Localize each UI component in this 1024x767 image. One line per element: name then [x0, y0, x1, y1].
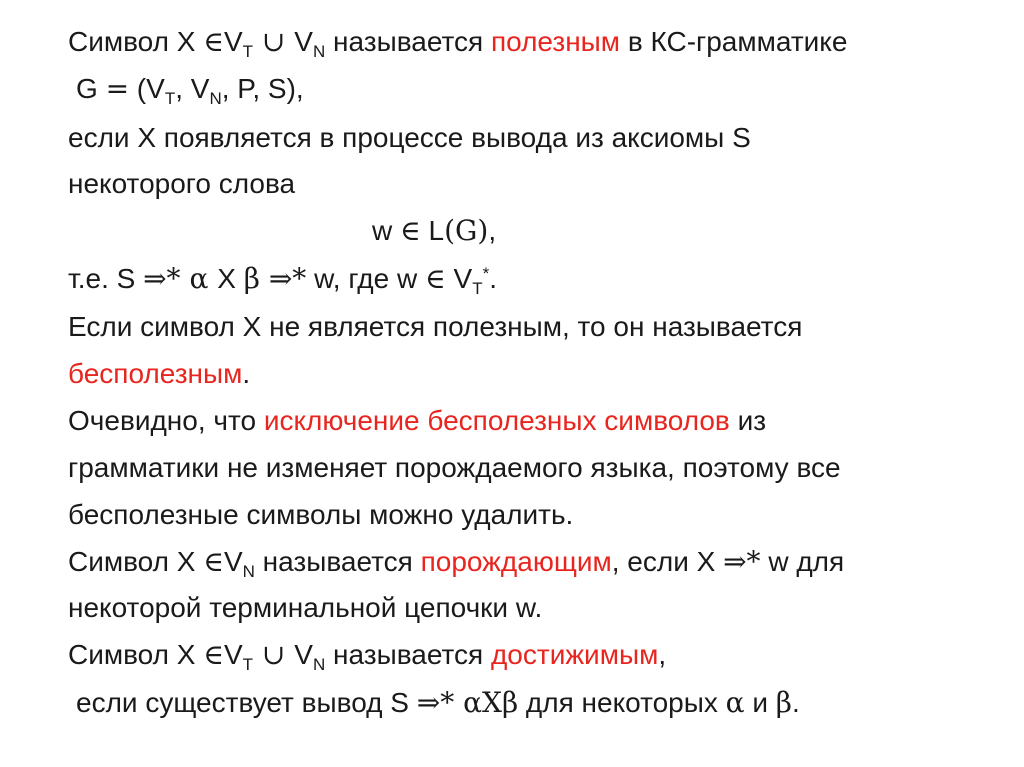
element-of-symbol: ∈: [203, 638, 224, 671]
highlight-term: исключение бесполезных символов: [263, 405, 730, 436]
text-line-7: [68, 310, 802, 344]
text-line-8: [68, 357, 250, 391]
highlight-term: полезным: [490, 26, 621, 57]
text-run: грамматики не изменяет порождаемого языка, поэтому все: [68, 452, 841, 483]
subscript: N: [312, 655, 326, 674]
text-run: w для: [760, 546, 845, 577]
highlight-term: порождающим: [420, 546, 612, 577]
text-run: G: [76, 73, 106, 104]
subscript: T: [242, 42, 254, 61]
text-run: называется: [254, 546, 421, 577]
text-run: (G): [444, 214, 489, 247]
derivation-arrow-symbol: ⇒*: [723, 545, 761, 578]
text-run: Символ X: [68, 639, 204, 670]
text-line-10: [68, 451, 841, 485]
text-run: из: [729, 405, 767, 436]
beta-symbol: β: [243, 262, 269, 295]
text-run: называется: [325, 26, 491, 57]
element-of-symbol: ∈: [203, 25, 224, 58]
text-line-9: [68, 404, 766, 438]
text-line-5: [372, 214, 496, 248]
highlight-term: бесполезным: [68, 358, 243, 389]
text-run: (V: [129, 73, 165, 104]
text-run: V: [294, 639, 313, 670]
highlight-term: достижимым: [490, 639, 659, 670]
text-run: Очевидно, что: [68, 405, 264, 436]
text-run: называется: [325, 639, 491, 670]
text-run: w, где w: [306, 263, 425, 294]
equals-symbol: =: [105, 72, 130, 105]
text-line-1: [68, 25, 847, 59]
subscript: N: [312, 42, 326, 61]
subscript: T: [242, 655, 254, 674]
text-run: X: [217, 263, 244, 294]
text-line-4: [68, 167, 295, 201]
text-run: если X появляется в процессе вывода из аксиомы S: [68, 122, 751, 153]
text-run: w: [372, 215, 400, 246]
text-run: бесполезные символы можно удалить.: [68, 499, 574, 530]
text-run: , если X: [611, 546, 724, 577]
text-run: , P, S),: [221, 73, 304, 104]
text-run: некоторого слова: [68, 168, 296, 199]
text-run: V: [223, 26, 243, 57]
text-run: ,: [488, 215, 497, 246]
text-run: V: [223, 639, 243, 670]
text-line-15: [76, 686, 800, 720]
text-run: Символ X: [68, 26, 204, 57]
subscript: N: [242, 562, 255, 581]
derivation-arrow-symbol: ⇒*: [143, 262, 181, 295]
text-run: ,: [658, 639, 667, 670]
text-run: Если символ X не является полезным, то он называется: [68, 311, 803, 342]
subscript: N: [209, 89, 222, 108]
text-run: .: [242, 358, 251, 389]
text-run: Символ X: [68, 546, 204, 577]
subscript: T: [472, 279, 483, 298]
superscript: *: [482, 264, 490, 283]
text-line-2: [76, 72, 304, 106]
alpha-symbol: α: [725, 686, 745, 719]
text-run: L: [420, 215, 445, 246]
text-run: некоторой терминальной цепочки w.: [68, 592, 543, 623]
text-run: для некоторых: [518, 687, 726, 718]
text-line-6: [68, 262, 497, 296]
alpha-symbol: α: [180, 262, 218, 295]
text-run: т.е. S: [68, 263, 144, 294]
beta-symbol: β: [775, 686, 792, 719]
formula-run: αXβ: [454, 686, 519, 719]
text-line-12: [68, 545, 844, 579]
element-of-symbol: ∈: [424, 262, 446, 295]
text-line-3: [68, 121, 751, 155]
text-run: .: [489, 263, 497, 294]
text-run: V: [223, 546, 243, 577]
union-symbol: ∪: [253, 25, 295, 58]
text-line-11: [68, 498, 573, 532]
text-line-13: [68, 591, 542, 625]
text-run: V: [445, 263, 473, 294]
text-run: , V: [175, 73, 210, 104]
subscript: T: [164, 89, 176, 108]
text-run: и: [744, 687, 776, 718]
text-run: .: [791, 687, 800, 718]
text-line-14: [68, 638, 666, 672]
element-of-symbol: ∈: [203, 545, 224, 578]
derivation-arrow-symbol: ⇒*: [416, 686, 455, 719]
text-run: в КС-грамматике: [620, 26, 848, 57]
text-run: V: [294, 26, 313, 57]
derivation-arrow-symbol: ⇒*: [268, 262, 307, 295]
element-of-symbol: ∈: [400, 214, 421, 247]
text-run: если существует вывод S: [76, 687, 417, 718]
union-symbol: ∪: [253, 638, 295, 671]
